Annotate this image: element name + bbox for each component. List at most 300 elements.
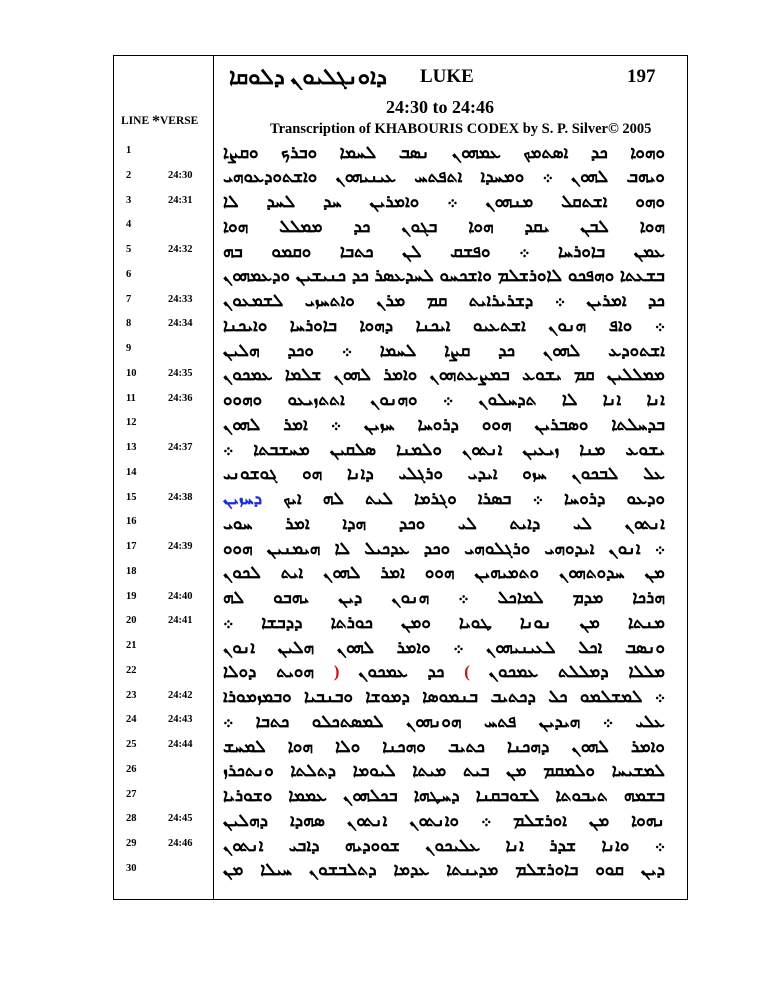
syriac-word: ܐܝܕܘܗܝ [544,538,595,558]
syriac-word: ܘܪܓܠܝ [398,464,443,484]
syriac-word: ܡܠܠܐ [628,662,665,682]
syriac-word: ܕܗܟܢܐ [507,736,550,756]
syriac-word: ܕܪܘܚܐ [563,489,606,508]
syriac-word: ܟܠ [548,687,568,706]
syriac-word: ܠܗ [223,588,245,607]
syriac-word: ܥܠܝ [635,711,665,731]
text-line [113,710,688,734]
syriac-word: ܥܝܢܝܗܘܢ [335,167,397,187]
syriac-word: ܥܡܗܘܢ [451,142,501,162]
text-line [113,265,688,289]
syriac-word: ܕܗܘܐ [359,315,394,335]
syriac-word: ܗܕܐ [342,513,367,533]
syriac-word: ܐܝܕܝ [467,464,498,484]
syriac-word: ܐܝܟܢܐ [415,315,451,335]
line-number: 18 [126,565,137,577]
syriac-word: ܗܪܟܐ [632,588,665,607]
syriac-word: ܠܡܫܝܚܐ [611,761,665,781]
syriac-word: ܘܟܕ [398,513,426,533]
syriac-word: ܟܘܪܬܐ [330,612,373,632]
syriac-word: ܟܕ [351,266,369,286]
line-number: 29 [126,838,137,849]
syriac-word: ܡܢ [506,761,527,781]
syriac-word: ܒܢܡܘܣܐ [422,687,478,706]
verse-reference: 24:43 [168,714,193,726]
syriac-word: ܀ [223,711,234,731]
syriac-word: ܒܗ [223,241,243,261]
syriac-word: ܒܝܬ [462,761,490,781]
syriac-line [223,389,665,411]
syriac-word: ܘܠܐ [335,736,361,756]
syriac-word: ܐܡܪ [285,513,310,533]
line-column-header: LINE [121,115,150,127]
syriac-line [223,488,665,510]
text-line [113,785,688,809]
syriac-word: ܘܩܡܘ [271,241,312,261]
line-number: 8 [126,318,132,330]
syriac-word: ܟܬܒܐ [339,241,374,261]
syriac-word: ܐܡܪ [283,414,308,434]
line-number: 26 [126,763,137,775]
syriac-word: ܟܕ [590,142,608,162]
syriac-word: ܟܕ [648,291,665,310]
syriac-title: ܕܐܘܢܓܠܝܘܢ ܕܠܘܩܐ [228,64,388,89]
syriac-word: ܒܫܥܬܐ [619,266,665,286]
syriac-word: ܐܫܬܩܠ [561,192,608,211]
syriac-word: ܬܝܒܘܬܐ [555,786,608,805]
line-number: 23 [126,689,137,701]
line-number: 5 [126,244,132,255]
line-number: 19 [126,590,137,602]
syriac-word: ܡܡܠܠܝܢ [606,365,665,385]
verse-range: 24:30 to 24:46 [386,97,494,117]
syriac-line [223,760,665,782]
syriac-word: ܩܘܘ [595,860,624,880]
syriac-word: ܀ [442,390,454,409]
syriac-word: ܗܘܘ [223,538,253,558]
syriac-line [223,141,665,163]
syriac-line [223,636,665,658]
syriac-word: ܘܗܘܐ [630,142,665,162]
syriac-word: ܠܟܘܢ [223,563,261,583]
syriac-word: ܀ [458,588,469,607]
verse-reference: 24:40 [168,590,193,602]
syriac-word: ܗܘܐ [468,216,494,236]
syriac-word: ܕܐܒܝ [288,835,320,855]
syriac-word: ܒܕܚܠܬܐ [611,414,665,434]
syriac-word: ܕܘܠܐ [223,662,257,682]
syriac-word: ܗܝܡܢܝܢ [266,538,321,558]
syriac-word: ܩܡ [426,291,448,310]
syriac-word: ܀ [223,439,234,459]
syriac-word: ܘܐܦ [608,315,633,335]
syriac-word: ܟܕ [498,340,516,360]
syriac-word: ܕܪܘܚܐ [417,414,459,434]
verse-reference: 24:33 [168,293,193,305]
syriac-word: ܥܡܡܐ [288,786,327,805]
syriac-word: ܡܢܬܐ [628,612,665,632]
syriac-word: ܐܟܠ [578,637,603,657]
text-line [113,463,688,487]
verse-reference: 24:34 [168,318,193,330]
syriac-word: ܐܝܟ [283,489,302,508]
text-line [113,809,688,833]
syriac-word: ܘܒܢܒܝܐ [303,687,354,706]
syriac-word: ܥܕܡܐ [393,860,430,880]
syriac-word: ܒܐܘܪܚܐ [557,241,606,261]
line-number: 6 [126,268,132,280]
text-line [113,141,688,165]
syriac-word: ܠܚܕܥܣܪ [374,266,434,286]
syriac-word: ܠܗܘܢ [570,167,609,187]
syriac-line [223,611,665,633]
verse-reference: 24:39 [168,541,193,552]
syriac-word: ܗܘܐ [287,736,314,756]
syriac-word: ܥܠܝܟܘܢ [425,835,481,855]
text-line [113,587,688,611]
syriac-word: ܀ [481,810,492,830]
syriac-word: ܠܥܝܢܝܗܘܢ [485,637,556,657]
syriac-word: ܐܢܐ [602,390,622,409]
syriac-word: ܐܡܪܝܢ [586,291,627,310]
text-line [113,290,688,314]
syriac-word: ܣܗܕܐ [289,810,325,830]
text-line [113,760,688,784]
syriac-word: ܠܒܢ [580,216,609,236]
syriac-word: ܫܕܪ [549,835,577,855]
syriac-word: ܝܫܘܥ [522,365,562,385]
syriac-word: ܥܡܟܘܢ [358,662,408,682]
syriac-word: ܕܫܪܝܪܐܝܬ [468,291,534,310]
syriac-word: ܗܘܝܬ [276,662,314,682]
syriac-word: ܡܝܬܐ [412,761,447,781]
syriac-word: ܘܐܡܪ [630,736,665,756]
text-line [113,215,688,239]
syriac-word: ܀ [223,612,234,632]
text-line [113,537,688,561]
syriac-word: ܗܘܘ [424,563,455,583]
syriac-word: ܕܡܘܫܐ [365,687,410,706]
asterisk-marker: * [152,113,160,130]
syriac-word: ܚܘܝ [223,513,253,533]
syriac-line [223,438,665,460]
line-number: 21 [126,640,137,651]
line-number: 28 [126,813,137,825]
syriac-word: ܘܐܡܪ [383,365,418,385]
syriac-line [223,809,665,831]
syriac-word: ܀ [554,291,565,310]
syriac-word: ܚܙܝܢ [363,414,395,434]
syriac-word: ܠܡܚܫ [223,736,266,756]
verse-reference: 24:35 [168,367,193,379]
syriac-line [223,587,665,609]
line-number: 25 [126,739,137,750]
syriac-word: ܘܐܬܚܙܝ [304,291,355,310]
syriac-word: ܠܚܡܐ [339,142,377,162]
syriac-word: ܘܐܡܪ [396,637,431,657]
verse-reference: 24:42 [168,689,193,701]
syriac-word: ܀ [542,167,553,187]
syriac-word: ܡܡܠܠ [279,216,323,236]
syriac-word: ܒܐܘܪܫܠܡ [515,860,579,880]
syriac-word: ܕܬܠܬܐ [290,761,337,781]
syriac-word: ܠܗܘܢ [571,736,609,756]
syriac-word: ܠܝ [572,513,592,533]
syriac-word: ܕܝܢ [640,860,665,880]
verse-reference: 24:31 [168,194,193,206]
syriac-word: ܟܢܝܫܝܢ [295,266,347,286]
syriac-word: ܓܘܫܘܢܝ [223,464,278,484]
syriac-word: ܟܬܝܒ [447,736,485,756]
text-line [113,438,688,462]
syriac-word: ܐܢܐ [646,390,665,409]
syriac-word: ܘܐܫܬܘܕܥܘܗܝ [223,167,318,187]
syriac-word: ܠܝ [457,513,477,533]
syriac-word: ܘܗܟܢܐ [382,736,426,756]
syriac-word: ܫܘܘܕܝܗ [344,835,400,855]
text-line [113,339,688,363]
syriac-word: ܕܚܙܝܢ [223,489,263,508]
syriac-word: ܗܢܘܢ [548,315,587,335]
syriac-word: ܥܡܟܘܢ [488,662,539,682]
syriac-word: ܘܟܕ [287,340,314,360]
syriac-word: ܠܗܘܢ [333,365,371,385]
syriac-line [223,240,665,262]
syriac-word: ܚܝܠܐ [260,860,292,880]
syriac-word: ) [333,662,339,682]
syriac-word: ܠܢ [402,241,422,261]
syriac-word: ܢܣܒ [398,142,430,162]
syriac-word: ܘܒܡܙܡܘܪܐ [223,687,292,706]
syriac-word: ܠܐ [334,538,351,558]
syriac-word: ܘܗܘ [635,192,665,211]
verse-reference: 24:46 [168,838,193,849]
line-number: 15 [126,491,137,503]
syriac-word: ܩܡ [573,365,595,385]
syriac-word: ܘܒܪܟ [281,142,318,162]
syriac-word: ܒܐܘܪܚܐ [289,315,338,335]
syriac-word: ܢܗܘܐ [631,810,665,830]
syriac-word: ܐܬܦܬܚ [414,167,463,187]
syriac-word: ܡܚܫܒܬܐ [253,439,310,459]
syriac-word: ܫܠܡܐ [284,365,322,385]
syriac-line [223,191,665,213]
text-line [113,240,688,264]
line-number: 22 [126,664,137,676]
syriac-word: ܠܗܘܢ [223,414,261,434]
syriac-word: ܡܢ [223,860,244,880]
syriac-word: ܘܫܘܪܝܐ [223,786,273,805]
text-line [113,611,688,635]
syriac-word: ܀ [602,711,613,731]
syriac-word: ܘܗܦܟܘ [567,266,615,286]
syriac-word: ܗܘܢܗܘܢ [405,711,462,731]
syriac-word: ܣܠܩܝܢ [329,439,377,459]
book-title: LUKE [420,66,474,87]
line-number: 10 [126,367,137,379]
syriac-word: ܘܡܢ [401,612,431,632]
text-line [113,512,688,536]
syriac-word: ܗܘܘ [481,414,512,434]
syriac-line [223,512,665,534]
syriac-word: ܠܐ [561,390,578,409]
syriac-word: ܀ [654,315,665,335]
syriac-word: ܘܪܓܠܘܗܝ [464,538,531,558]
syriac-word: ܘܐܢܬܘܢ [409,810,460,830]
syriac-word: ܘܬܡܝܗܝܢ [474,563,540,583]
syriac-line [223,785,665,807]
syriac-word: ܕܕܒܫܐ [261,612,303,632]
syriac-line [223,463,665,485]
line-number: 3 [126,194,132,206]
syriac-word: ܦܬܚ [483,711,517,731]
syriac-word: ܩܨܐ [444,340,471,360]
syriac-word: ܐܢܬܘܢ [346,810,388,830]
verse-reference: 24:37 [168,442,193,453]
syriac-word: ܐܢܬܘܢ [624,513,665,533]
syriac-line [223,215,665,237]
page-number: 197 [627,66,656,87]
syriac-word: ܐܣܬܡܟ [523,142,569,162]
syriac-word: ܕܝܢ [338,588,363,607]
syriac-word: ܗܘܐ [639,216,665,236]
syriac-word: ܀ [654,538,665,558]
syriac-word: ܛܘܝܐ [458,612,492,632]
syriac-word: ܘܕܥܘ [626,489,665,508]
syriac-word: ܐܢܐ [505,835,524,855]
syriac-word: ܙܝܥܝܢ [522,439,560,459]
syriac-word: ܗܠܝܢ [277,637,315,657]
syriac-word: ܟܬܒܐ [255,711,290,731]
syriac-word: ܐܢܬܘܢ [462,439,503,459]
syriac-word: ܒܡܨܥܬܗܘܢ [429,365,510,385]
syriac-word: ܬܕܚܠܘܢ [478,390,537,409]
syriac-word: ܠܐ [223,192,239,211]
syriac-word: ܀ [341,340,352,360]
syriac-line [223,834,665,856]
line-number: 7 [126,293,132,305]
syriac-word: ܘܝܗܒ [626,167,665,187]
verse-reference: 24:32 [168,244,193,255]
syriac-word: ( [464,662,469,682]
syriac-word: ܀ [330,414,341,434]
syriac-word: ܗܢܘܢ [391,588,430,607]
syriac-word: ܥܠ [643,464,665,484]
syriac-word: ܀ [532,489,543,508]
verse-reference: 24:45 [168,813,193,825]
syriac-word: ܕܡܠܠܬ [558,662,609,682]
text-line [113,735,688,759]
line-number: 24 [126,714,137,726]
syriac-word: ܠܚܡܐ [379,340,417,360]
syriac-word: ܠܚܕ [266,192,296,211]
verse-reference: 24:44 [168,739,193,750]
line-number: 20 [126,615,137,627]
syriac-word: ܀ [654,687,665,706]
syriac-word: ܕܐܝܬ [509,513,541,533]
syriac-line [223,562,665,584]
syriac-word: ܘܗܘܘ [223,390,263,409]
syriac-word: ܥܡܟܘܢ [223,365,273,385]
text-line [113,364,688,388]
line-number: 13 [126,442,137,453]
syriac-word: ܕܚܛܗܐ [413,786,460,805]
syriac-word: ܡܕܝܢܬܐ [446,860,499,880]
syriac-line [223,314,665,336]
syriac-word: ܚܕ [323,192,342,211]
syriac-word: ܟܕ [427,662,445,682]
syriac-word: ܘܗܢܘܢ [370,390,418,409]
syriac-word: ܡܢܐ [579,439,606,459]
syriac-word: ܗܘܐ [223,216,249,236]
syriac-word: ܘܦܫܩ [450,241,491,261]
text-line [113,562,688,586]
verse-reference: 24:30 [168,169,193,181]
line-number: 4 [126,219,132,231]
syriac-word: ܘܢܣܒ [624,637,665,657]
syriac-word: ܕܗܠܝܢ [223,810,268,830]
syriac-word: ܐܢܘܢ [608,538,641,558]
text-line [113,488,688,512]
syriac-word: ܘܐܫܟܚܘ [439,266,492,286]
line-number: 9 [126,343,132,354]
syriac-word: ܕܬܠܒܫܘܢ [308,860,377,880]
syriac-word: ܟܕ [353,216,371,236]
syriac-word: ܀ [519,241,530,261]
verse-reference: 24:36 [168,392,193,404]
syriac-word: ܐܡܪ [380,563,405,583]
syriac-word: ܘܢܬܟܪܙ [223,761,274,781]
syriac-word: ܐܫܬܥܝܘ [472,315,526,335]
line-number: 27 [126,788,137,800]
syriac-word: ܡܢܗܘܢ [485,192,534,211]
syriac-word: ܠܗܘܢ [323,563,361,583]
syriac-word: ܡܪܢ [376,291,406,310]
syriac-word: ܘܐܡܪܝܢ [369,192,420,211]
syriac-word: ܡܕܡ [572,588,604,607]
syriac-line [223,413,665,435]
syriac-word: ܘܣܒܪܝܢ [534,414,589,434]
text-line [113,686,688,710]
syriac-word: ܠܡܣܬܟܠܘ [311,711,384,731]
syriac-word: ܚܙܘ [522,464,547,484]
line-number: 30 [126,862,137,874]
verse-reference: 24:38 [168,491,193,503]
text-line [113,166,688,190]
syriac-word: ܒܓܘܢ [401,216,438,236]
syriac-word: ܐܢܘܢ [223,637,256,657]
syriac-word: ܕܟܬܝܒ [490,687,536,706]
syriac-word: ܘܕܥܡܗܘܢ [223,266,290,286]
syriac-word: ܗܘ [302,464,323,484]
syriac-line [223,339,665,361]
syriac-word: ܥܡܢ [633,241,665,261]
syriac-word: ܠܗܘܢ [336,637,375,657]
syriac-line [223,859,665,881]
syriac-word: ܥܕܟܝܠ [364,538,410,558]
syriac-word: ܝܩܕ [524,216,550,236]
syriac-word: ܝܗܒܘ [273,588,310,607]
syriac-word: ܘܩܨܐ [223,142,259,162]
line-number: 11 [126,392,136,404]
syriac-word: ܠܗ [322,489,344,508]
syriac-word: ܘܐܝܟܢܐ [223,315,268,335]
syriac-word: ܐܬܬܙܝܥܘ [287,390,345,409]
syriac-word: ܠܒܟܘܢ [571,464,619,484]
syriac-line [223,710,665,732]
syriac-line [223,686,665,708]
syriac-word: ܐܝܬ [280,563,304,583]
